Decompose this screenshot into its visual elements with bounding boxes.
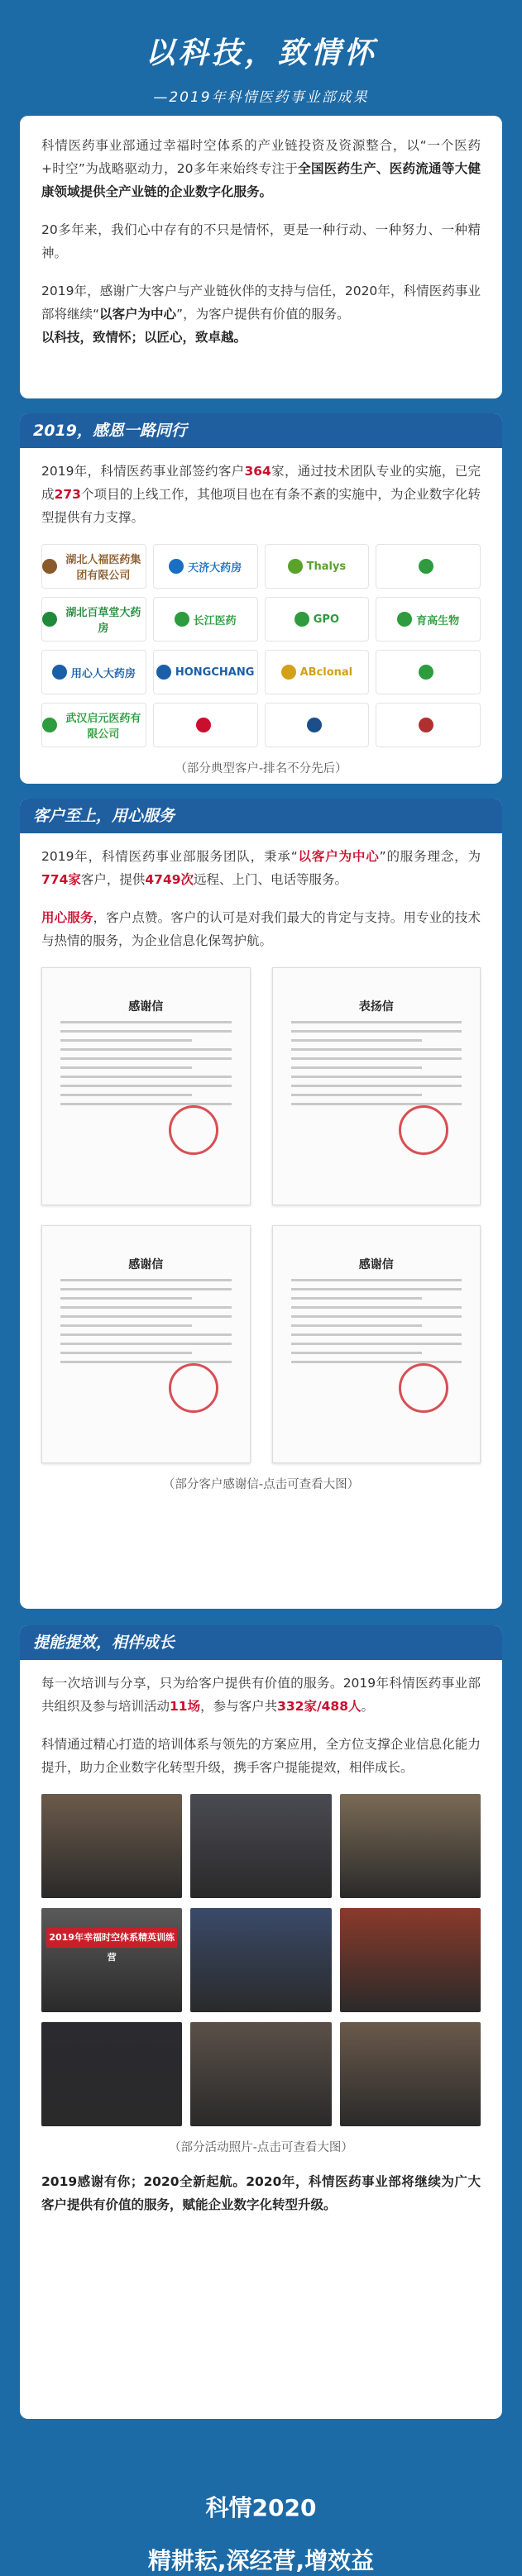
service-panel	[20, 799, 502, 1609]
intro-slogan: 以科技，致情怀；以匠心，致卓越。	[41, 330, 247, 345]
client-logo-label: GPO	[313, 613, 339, 626]
letter-text-line	[60, 1030, 232, 1033]
letter-text-line	[60, 1085, 232, 1087]
service-count: 4749次	[145, 872, 194, 887]
letter-text-line	[291, 1057, 462, 1060]
client-logo	[376, 650, 481, 694]
client-logo	[41, 597, 146, 642]
intro-highlight: 全国医药生产、医药流通等大健康领域提供全产业链的企业数字化服务。	[41, 161, 481, 199]
letter-text-line	[60, 1343, 232, 1345]
letter-text-line	[291, 1048, 462, 1051]
client-logo-label: 武汉启元医药有限公司	[65, 713, 141, 741]
letter-text-line	[291, 1039, 423, 1042]
seal-stamp-icon	[399, 1363, 448, 1413]
intro-text: 2019年，感谢广大客户与产业链伙伴的支持与信任，2020年，科情医药事业部将继续“	[41, 284, 481, 322]
client-logo	[153, 597, 258, 642]
logo-mark-icon	[288, 559, 303, 574]
letter-text-line	[60, 1048, 232, 1051]
logo-mark-icon	[307, 718, 322, 732]
seal-stamp-icon	[169, 1105, 218, 1155]
training-caption: （部分活动照片-点击可查看大图）	[169, 2141, 353, 2154]
logo-mark-icon	[281, 665, 296, 680]
client-logo	[153, 650, 258, 694]
logo-mark-icon	[196, 718, 211, 732]
projects-count: 273	[54, 487, 81, 502]
client-logo	[41, 703, 146, 747]
client-logo	[153, 703, 258, 747]
thank-letter-image[interactable]	[41, 967, 251, 1205]
service-text: 2019年，科情医药事业部服务团队，秉承“	[41, 849, 298, 864]
logo-mark-icon	[295, 612, 309, 627]
letter-title: 感谢信	[128, 1258, 164, 1271]
clients-text: 个项目的上线工作，其他项目也在有条不紊的实施中，为企业数字化转型提供有力支撑。	[41, 487, 481, 525]
intro-paragraph-2: 20多年来，我们心中存有的不只是情怀，更是一种行动、一种努力、一种精神。	[41, 222, 481, 260]
training-participants-count: 332家/488人	[277, 1699, 362, 1714]
letter-text-line	[60, 1057, 232, 1060]
letter-text-line	[60, 1039, 192, 1042]
intro-paragraph-3	[41, 279, 481, 349]
service-paragraph-2	[41, 906, 481, 952]
thank-letter-image[interactable]	[41, 1225, 251, 1463]
client-logo	[265, 703, 370, 747]
activity-photo[interactable]	[340, 1794, 481, 1898]
letter-text-line	[291, 1315, 462, 1318]
training-paragraph-2: 科情通过精心打造的培训体系与领先的方案应用，全方位支撑企业信息化能力提升，助力企业数字化转型升级，携手客户提能提效，相伴成长。	[41, 1737, 481, 1775]
clients-paragraph	[41, 460, 481, 529]
intro-highlight: 以客户为中心	[99, 307, 177, 322]
training-text: 。	[361, 1699, 374, 1714]
activity-photo[interactable]	[41, 2022, 182, 2126]
closing-paragraph: 2019感谢有你；2020全新起航。2020年，科情医药事业部将继续为广大客户提供有价值的服务，赋能企业数字化转型升级。	[41, 2174, 481, 2212]
clients-text: 2019年，科情医药事业部签约客户	[41, 464, 245, 479]
activity-photos-grid	[41, 1794, 481, 2126]
photo-banner: 2019年幸福时空体系精英训练营	[46, 1928, 177, 1948]
letter-text-line	[60, 1279, 232, 1281]
training-panel	[20, 1625, 502, 2419]
logo-mark-icon	[42, 559, 57, 574]
client-logo-label: 天济大药房	[188, 561, 242, 575]
clients-caption: （部分典型客户-排名不分先后）	[175, 762, 347, 775]
page-header	[0, 0, 522, 116]
letter-text-line	[291, 1352, 423, 1354]
logo-mark-icon	[42, 612, 57, 627]
letter-text-line	[60, 1066, 192, 1069]
client-logo-label: 长江医药	[193, 614, 237, 627]
logo-mark-icon	[419, 718, 433, 732]
letter-text-line	[291, 1324, 423, 1327]
training-text: ，参与客户共	[200, 1699, 278, 1714]
activity-photo[interactable]	[190, 1908, 331, 2012]
service-caption: （部分客户感谢信-点击可查看大图）	[162, 1478, 360, 1491]
page-title: 以科技，致情怀	[145, 36, 377, 70]
client-logo-label: ABclonal	[299, 665, 353, 679]
letter-text-line	[291, 1279, 462, 1281]
intro-text: ”，为客户提供有价值的服务。	[176, 307, 350, 322]
thank-letter-image[interactable]	[272, 967, 481, 1205]
letter-title: 表扬信	[358, 1000, 394, 1014]
logo-mark-icon	[52, 665, 67, 680]
letter-text-line	[60, 1315, 232, 1318]
letter-text-line	[60, 1333, 232, 1336]
client-logo	[376, 703, 481, 747]
footer-line-2: 精耕耘,深经营,增效益	[147, 2547, 375, 2574]
page-footer	[0, 2422, 522, 2576]
letter-text-line	[60, 1094, 192, 1096]
letter-text-line	[60, 1352, 192, 1354]
service-highlight: 以客户为中心	[297, 849, 380, 864]
activity-photo[interactable]	[41, 1794, 182, 1898]
service-text: ”的服务理念，为	[379, 849, 481, 864]
letter-text-line	[60, 1288, 232, 1290]
letter-text-line	[291, 1306, 462, 1309]
client-logo-label: 育高生物	[416, 614, 460, 627]
thank-letter-image[interactable]	[272, 1225, 481, 1463]
client-logo-label: 湖北人福医药集团有限公司	[65, 554, 141, 582]
letter-text-line	[60, 1306, 232, 1309]
logo-mark-icon	[419, 665, 433, 680]
client-logo	[376, 597, 481, 642]
client-logo-label: 湖北百草堂大药房	[65, 607, 141, 635]
activity-photo[interactable]	[340, 1908, 481, 2012]
letter-text-line	[291, 1288, 462, 1290]
client-logo-label: HONGCHANG	[175, 665, 255, 679]
clients-heading: 2019，感恩一路同行	[20, 413, 502, 448]
letter-text-line	[291, 1030, 462, 1033]
seal-stamp-icon	[169, 1363, 218, 1413]
client-logo	[153, 544, 258, 589]
letter-text-line	[291, 1085, 462, 1087]
training-sessions-count: 11场	[170, 1699, 201, 1714]
service-text: ，客户点赞。客户的认可是对我们最大的肯定与支持。用专业的技术与热情的服务，为企业信息化保驾护航。	[41, 910, 481, 948]
client-logo	[41, 650, 146, 694]
client-logo	[376, 544, 481, 589]
client-logo	[265, 544, 370, 589]
letter-text-line	[291, 1333, 462, 1336]
training-heading: 提能提效，相伴成长	[20, 1625, 502, 1660]
logo-mark-icon	[169, 559, 184, 574]
service-text: 远程、上门、电话等服务。	[194, 872, 348, 887]
letter-text-line	[60, 1297, 192, 1300]
letter-text-line	[291, 1021, 462, 1023]
service-highlight: 用心服务	[41, 910, 93, 925]
client-logo-grid	[41, 544, 481, 747]
service-text: 客户，提供	[80, 872, 146, 887]
intro-panel	[20, 116, 502, 398]
activity-photo[interactable]	[41, 1908, 182, 2012]
thank-letters-grid	[41, 967, 481, 1463]
training-body	[41, 1672, 481, 2231]
logo-mark-icon	[397, 612, 412, 627]
letter-text-line	[291, 1103, 462, 1105]
seal-stamp-icon	[399, 1105, 448, 1155]
logo-mark-icon	[175, 612, 189, 627]
letter-text-line	[60, 1076, 232, 1078]
training-paragraph-1	[41, 1672, 481, 1718]
letter-title: 感谢信	[128, 1000, 164, 1014]
letter-text-line	[60, 1361, 232, 1363]
logo-mark-icon	[419, 559, 433, 574]
letter-text-line	[60, 1324, 192, 1327]
training-text: 每一次培训与分享，只为给客户提供有价值的服务。2019年科情医药事业部共组织及参与培训活动	[41, 1676, 481, 1714]
clients-body	[41, 460, 481, 776]
logo-mark-icon	[42, 718, 57, 732]
letter-text-line	[60, 1021, 232, 1023]
client-logo	[265, 597, 370, 642]
letter-text-line	[291, 1066, 423, 1069]
footer-line-1: 科情2020	[205, 2494, 317, 2521]
service-clients-count: 774家	[41, 872, 81, 887]
letter-text-line	[60, 1103, 232, 1105]
clients-text: 家，通过技术团队专业的实施，已完成	[41, 464, 481, 502]
activity-photo[interactable]	[190, 2022, 331, 2126]
client-logo	[265, 650, 370, 694]
intro-text: 科情医药事业部通过幸福时空体系的产业链投资及资源整合，以“一个医药+时空”为战略驱动力，20多年来始终专注于	[41, 138, 481, 176]
service-paragraph-1	[41, 845, 481, 891]
client-logo-label: Thalys	[306, 560, 347, 573]
service-body	[41, 845, 481, 1492]
letter-text-line	[291, 1094, 423, 1096]
letter-text-line	[291, 1361, 462, 1363]
letter-text-line	[291, 1343, 462, 1345]
letter-text-line	[291, 1076, 462, 1078]
activity-photo[interactable]	[190, 1794, 331, 1898]
clients-count: 364	[244, 464, 271, 479]
activity-photo[interactable]	[340, 2022, 481, 2126]
service-heading: 客户至上，用心服务	[20, 799, 502, 833]
page-subtitle: —2019年科情医药事业部成果	[153, 89, 369, 106]
letter-title: 感谢信	[358, 1258, 394, 1271]
client-logo	[41, 544, 146, 589]
clients-panel	[20, 413, 502, 784]
intro-paragraph-1	[41, 134, 481, 203]
logo-mark-icon	[156, 665, 171, 680]
client-logo-label: 用心人大药房	[70, 667, 136, 680]
letter-text-line	[291, 1297, 423, 1300]
